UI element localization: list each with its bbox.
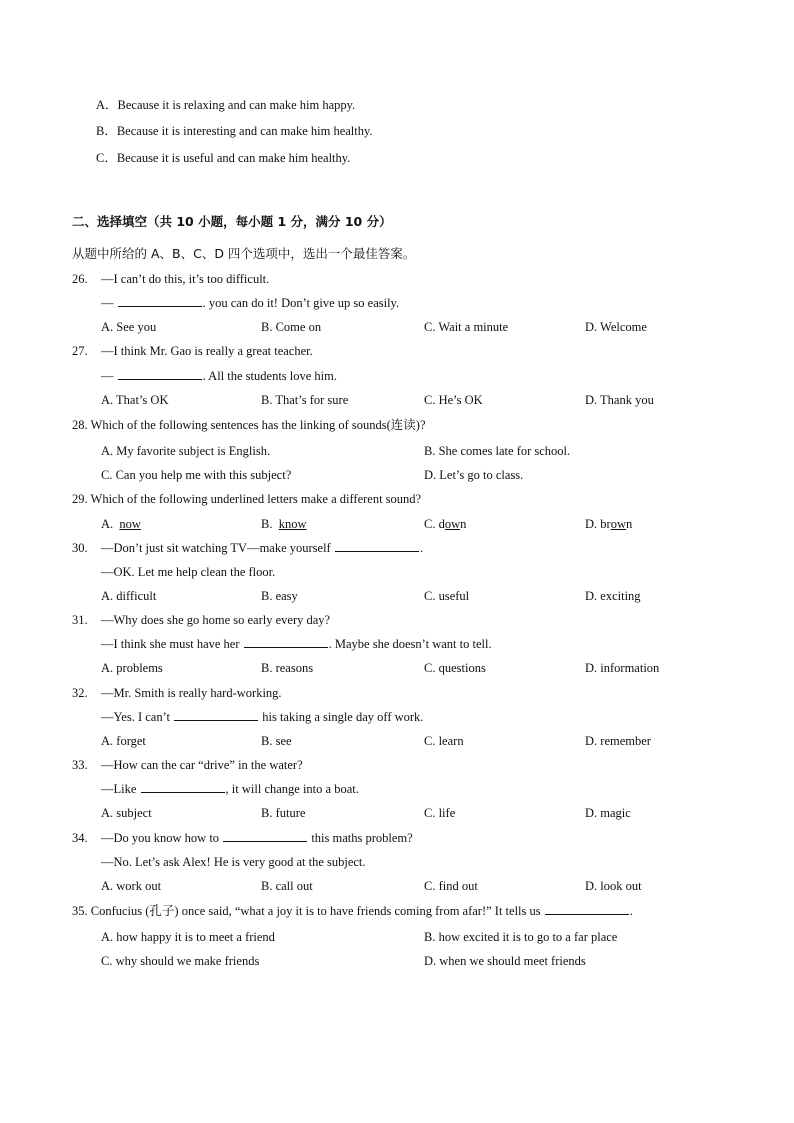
option-a[interactable]: A. forget xyxy=(101,734,146,748)
option-d[interactable]: D. when we should meet friends xyxy=(424,954,586,968)
underlined-letters: now xyxy=(119,517,141,531)
option-b[interactable]: B. She comes late for school. xyxy=(424,444,571,458)
question-line: —OK. Let me help clean the floor. xyxy=(101,565,276,579)
question-number: 30. xyxy=(72,541,88,555)
answer-blank[interactable] xyxy=(335,540,419,552)
option-c[interactable]: C. questions xyxy=(424,661,486,675)
question-number: 33. xyxy=(72,758,88,772)
option-a[interactable]: A. work out xyxy=(101,879,162,893)
underlined-letters: know xyxy=(278,517,307,531)
option-d[interactable]: D. Welcome xyxy=(585,320,647,334)
question-number: 34. xyxy=(72,831,88,845)
underlined-letters: ow xyxy=(610,517,626,531)
option-d[interactable]: D. remember xyxy=(585,734,651,748)
answer-blank[interactable] xyxy=(141,781,225,793)
option-c[interactable]: C. Wait a minute xyxy=(424,320,509,334)
question-stem: 29. Which of the following underlined letters make a different sound? xyxy=(72,492,422,506)
option-c[interactable]: C. useful xyxy=(424,589,470,603)
option-c[interactable]: C. learn xyxy=(424,734,464,748)
question-number: 26. xyxy=(72,272,88,286)
question-number: 31. xyxy=(72,613,88,627)
option-d[interactable]: D. exciting xyxy=(585,589,641,603)
question-line: —How can the car “drive” in the water? xyxy=(101,758,303,772)
option-d[interactable]: D. information xyxy=(585,661,660,675)
question-number: 27. xyxy=(72,344,88,358)
option-c[interactable]: C. find out xyxy=(424,879,478,893)
question-line: — . you can do it! Don’t give up so easily. xyxy=(101,296,400,310)
option-d[interactable]: D. Let’s go to class. xyxy=(424,468,524,482)
question-line: —Yes. I can’t his taking a single day off work. xyxy=(101,710,424,724)
option-a[interactable]: A. My favorite subject is English. xyxy=(101,444,271,458)
option-a[interactable]: A. See you xyxy=(101,320,157,334)
option-b[interactable]: B. know xyxy=(261,517,307,531)
option-a[interactable]: A. difficult xyxy=(101,589,157,603)
option-a[interactable]: A. now xyxy=(101,517,141,531)
question-line: —I can’t do this, it’s too difficult. xyxy=(101,272,270,286)
option-b[interactable]: B. how excited it is to go to a far place xyxy=(424,930,618,944)
question-line: —Do you know how to this maths problem? xyxy=(101,831,413,845)
question-line: —I think Mr. Gao is really a great teacher. xyxy=(101,344,313,358)
option-c[interactable]: C. life xyxy=(424,806,456,820)
question-line: —Why does she go home so early every day? xyxy=(101,613,331,627)
option-c[interactable]: C. Can you help me with this subject? xyxy=(101,468,292,482)
option-b[interactable]: B. future xyxy=(261,806,306,820)
option-b[interactable]: B. reasons xyxy=(261,661,314,675)
option-c[interactable]: C. why should we make friends xyxy=(101,954,260,968)
answer-blank[interactable] xyxy=(244,636,328,648)
answer-blank[interactable] xyxy=(174,709,258,721)
option-b[interactable]: B. That’s for sure xyxy=(261,393,349,407)
section-title: 二、选择填空（共 10 小题，每小题 1 分，满分 10 分） xyxy=(72,214,392,229)
answer-blank[interactable] xyxy=(223,830,307,842)
question-line: —I think she must have her . Maybe she doesn’t want to tell. xyxy=(101,637,492,651)
option-b[interactable]: B. easy xyxy=(261,589,298,603)
section-instruction: 从题中所给的 A、B、C、D 四个选项中，选出一个最佳答案。 xyxy=(72,246,416,261)
option-a[interactable]: A. how happy it is to meet a friend xyxy=(101,930,275,944)
option-b[interactable]: B. Come on xyxy=(261,320,322,334)
question-line: —Like , it will change into a boat. xyxy=(101,782,359,796)
answer-blank[interactable] xyxy=(118,295,202,307)
option-b[interactable]: B. call out xyxy=(261,879,313,893)
option-b[interactable]: B. see xyxy=(261,734,292,748)
question-number: 32. xyxy=(72,686,88,700)
option-a[interactable]: A. subject xyxy=(101,806,152,820)
question-line: —Mr. Smith is really hard-working. xyxy=(101,686,282,700)
question-stem: 35. Confucius (孔子) once said, “what a joy it is to have friends coming from afar!” It tells us . xyxy=(72,904,633,918)
question-line: —No. Let’s ask Alex! He is very good at the subject. xyxy=(101,855,366,869)
prev-option-b: B．Because it is interesting and can make him healthy. xyxy=(96,124,373,138)
underlined-letters: ow xyxy=(444,517,461,531)
option-d[interactable]: D. look out xyxy=(585,879,642,893)
option-a[interactable]: A. problems xyxy=(101,661,163,675)
answer-blank[interactable] xyxy=(545,903,629,915)
question-line: — . All the students love him. xyxy=(101,369,337,383)
option-c[interactable]: C. He’s OK xyxy=(424,393,483,407)
question-stem: 28. Which of the following sentences has the linking of sounds(连读)? xyxy=(72,418,426,432)
answer-blank[interactable] xyxy=(118,368,202,380)
prev-option-a: A．Because it is relaxing and can make him happy. xyxy=(96,98,356,112)
option-d[interactable]: D. magic xyxy=(585,806,631,820)
question-line: —Don’t just sit watching TV—make yourself . xyxy=(101,541,423,555)
prev-option-c: C．Because it is useful and can make him healthy. xyxy=(96,151,351,165)
option-d[interactable]: D. Thank you xyxy=(585,393,654,407)
option-c[interactable]: C. down xyxy=(424,517,467,531)
option-a[interactable]: A. That’s OK xyxy=(101,393,169,407)
option-d[interactable]: D. brown xyxy=(585,517,633,531)
